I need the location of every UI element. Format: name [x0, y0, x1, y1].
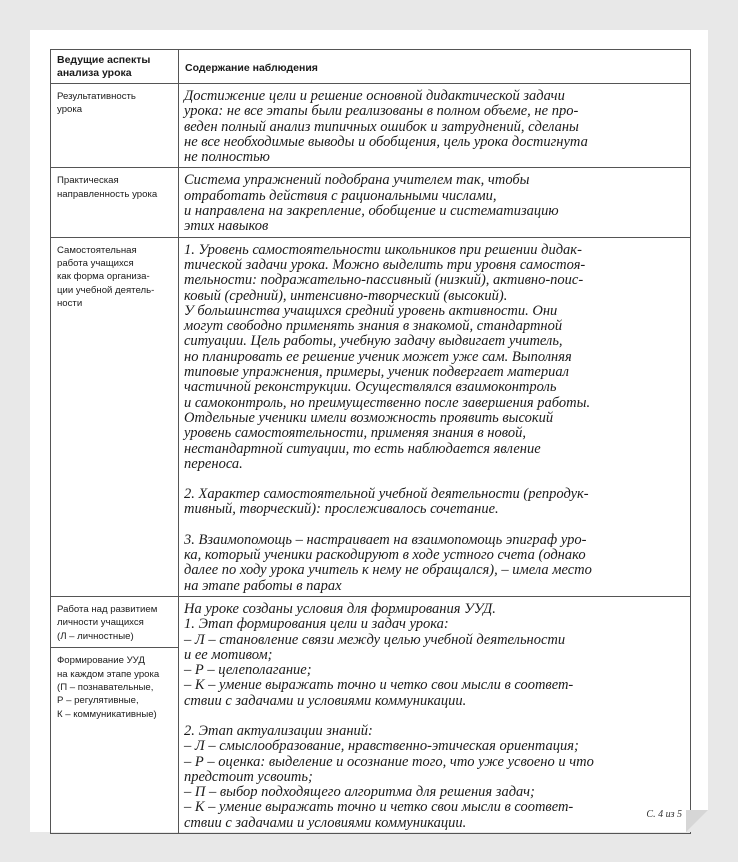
header-content: Содержание наблюдения [179, 50, 691, 84]
row-content-cell [179, 84, 691, 168]
row-content [179, 238, 690, 596]
table-header-row [51, 50, 691, 84]
row-label-cell [51, 596, 179, 833]
row-content-cell [179, 237, 691, 596]
paragraph: 2. Характер самостоятельной учебной деятельности (репродук- тивный, творческий): прослеживалось сочетание. [184, 486, 589, 518]
row-label: Работа над развитием личности учащихся (Л – личностные) [57, 603, 158, 642]
row-label: Практическая направленность урока [57, 175, 158, 200]
row-content-cell [179, 168, 691, 237]
row-label-cell [51, 168, 179, 237]
row-content [179, 597, 690, 833]
table-row [51, 84, 691, 168]
paragraph: На уроке созданы условия для формирования УУД. 1. Этап формирования цели и задач урока: – Л – становление связи между целью учебной деятельности и ее мотивом; – Р – целеполагание; – К – умение выражать точно и четко свои мысли в соответ- ствии с задачами и условиями коммуникации. [184, 600, 574, 709]
row-label: Самостоятельная работа учащихся как форма организа- ции учебной деятель- ности [57, 244, 155, 310]
row-content-cell [179, 596, 691, 833]
header-aspects: Ведущие аспекты анализа урока [51, 50, 179, 84]
table-row [51, 596, 691, 833]
paragraph: Достижение цели и решение основной дидактической задачи урока: не все этапы были реализованы в полном объеме, не про- веден полный анализ типичных ошибок и затруднений, сделаны не все необходимые выводы и обобщения, цель урока достигнута не полностью [184, 88, 588, 166]
row-label: Результативность урока [57, 91, 136, 116]
paragraph: 1. Уровень самостоятельности школьников при решении дидак- тической задачи урока. Можно выделить три уровня самостоя- тельности: подражательно-пассивный (низкий), активно-поис- ковый (средний), интенсивно-творческий (высокий). У большинства учащихся средний уровень активности. Они могут свободно применять знания в знакомой, стандартной ситуации. Цель работы, учебную задачу выдвигает учитель, но планировать ее решение ученик может уже сам. Выполняя типовые упражнения, примеры, ученик подвергает материал частичной реконструкции. Осуществлялся взаимоконтроль и самоконтроль, но преимущественно после завершения работы. Отдельные ученики имели возможность проявить высокий уровень самостоятельности, применяя знания в новой, нестандартной ситуации, то есть наблюдается явление переноса. [184, 241, 591, 472]
table-row [51, 237, 691, 596]
row-label-secondary: Формирование УУД на каждом этапе урока (П – познавательные, Р – регулятивные, К – коммуникативные) [51, 647, 178, 721]
row-label-cell [51, 237, 179, 596]
observation-table [50, 49, 691, 834]
row-content [179, 84, 690, 167]
row-content [179, 168, 690, 236]
table-row [51, 168, 691, 237]
page-number: С. 4 из 5 [646, 809, 682, 820]
paragraph: Система упражнений подобрана учителем так, чтобы отработать действия с рациональными числами, и направлена на закрепление, обобщение и систематизацию этих навыков [184, 172, 559, 235]
paragraph: 2. Этап актуализации знаний: – Л – смыслообразование, нравственно-этическая ориентация; – Р – оценка: выделение и осознание того, что уже усвоено и что предстоит усвоить; – П – выбор подходящего алгоритма для решения задач; – К – умение выражать точно и четко свои мысли в соответ- ствии с задачами и условиями коммуникации. [184, 722, 594, 831]
document-page [30, 30, 708, 832]
page-corner-fold [686, 810, 708, 832]
paragraph: 3. Взаимопомощь – настраивает на взаимопомощь эпиграф уро- ка, который ученики раскодируют в ходе устного счета (однако далее по ходу урока учитель к нему не обращался), – имела место на этапе работы в парах [184, 531, 592, 594]
row-label-cell [51, 84, 179, 168]
